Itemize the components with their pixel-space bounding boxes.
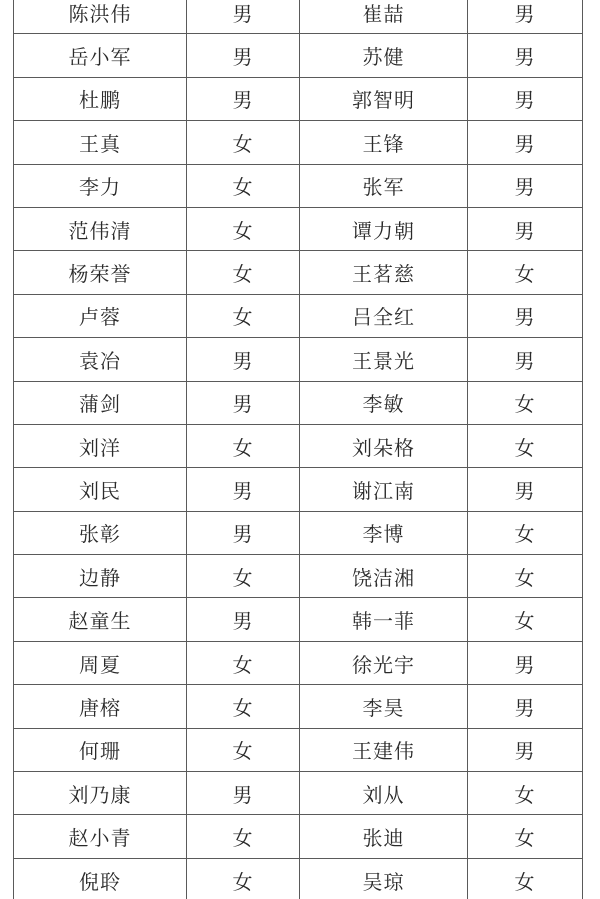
table-row (14, 207, 583, 250)
name-cell: 何珊 (14, 728, 187, 771)
gender-cell: 女 (187, 815, 300, 858)
table-row (14, 641, 583, 684)
gender-cell: 男 (468, 207, 583, 250)
gender-cell: 女 (468, 424, 583, 467)
gender-cell: 女 (187, 685, 300, 728)
gender-cell: 女 (468, 555, 583, 598)
name-cell: 卢蓉 (14, 294, 187, 337)
gender-cell: 男 (468, 685, 583, 728)
gender-cell: 女 (468, 381, 583, 424)
table-body (14, 0, 583, 899)
name-cell: 刘洋 (14, 424, 187, 467)
gender-cell: 男 (187, 468, 300, 511)
gender-cell: 男 (468, 641, 583, 684)
name-cell: 杨荣誉 (14, 251, 187, 294)
gender-cell: 男 (468, 728, 583, 771)
name-cell: 谭力朝 (300, 207, 468, 250)
gender-cell: 女 (187, 251, 300, 294)
gender-cell: 男 (187, 34, 300, 77)
table-row (14, 468, 583, 511)
name-cell: 崔喆 (300, 0, 468, 34)
name-cell: 王茗慈 (300, 251, 468, 294)
gender-cell: 女 (468, 815, 583, 858)
table-row (14, 0, 583, 34)
name-cell: 李博 (300, 511, 468, 554)
name-cell: 韩一菲 (300, 598, 468, 641)
name-cell: 谢江南 (300, 468, 468, 511)
gender-cell: 女 (468, 772, 583, 815)
name-cell: 王真 (14, 121, 187, 164)
name-cell: 王建伟 (300, 728, 468, 771)
gender-cell: 女 (468, 511, 583, 554)
gender-cell: 女 (468, 858, 583, 899)
name-cell: 李力 (14, 164, 187, 207)
name-cell: 李昊 (300, 685, 468, 728)
gender-cell: 女 (187, 207, 300, 250)
name-cell: 吴琼 (300, 858, 468, 899)
name-cell: 岳小军 (14, 34, 187, 77)
gender-cell: 男 (468, 121, 583, 164)
table-row (14, 685, 583, 728)
name-cell: 蒲剑 (14, 381, 187, 424)
table-row (14, 121, 583, 164)
name-cell: 倪聆 (14, 858, 187, 899)
name-cell: 范伟清 (14, 207, 187, 250)
name-cell: 赵小青 (14, 815, 187, 858)
name-cell: 陈洪伟 (14, 0, 187, 34)
gender-cell: 男 (187, 381, 300, 424)
gender-cell: 男 (187, 77, 300, 120)
gender-cell: 男 (468, 77, 583, 120)
table-row (14, 858, 583, 899)
table-row (14, 338, 583, 381)
name-gender-table (13, 0, 583, 899)
gender-cell: 男 (468, 468, 583, 511)
name-cell: 周夏 (14, 641, 187, 684)
gender-cell: 女 (187, 121, 300, 164)
name-cell: 边静 (14, 555, 187, 598)
gender-cell: 女 (468, 598, 583, 641)
table-row (14, 294, 583, 337)
table-row (14, 251, 583, 294)
gender-cell: 男 (468, 294, 583, 337)
name-cell: 唐榕 (14, 685, 187, 728)
table-row (14, 164, 583, 207)
gender-cell: 女 (187, 728, 300, 771)
table-row (14, 598, 583, 641)
name-cell: 饶洁湘 (300, 555, 468, 598)
name-cell: 王景光 (300, 338, 468, 381)
gender-cell: 男 (187, 598, 300, 641)
name-cell: 赵童生 (14, 598, 187, 641)
name-cell: 刘朵格 (300, 424, 468, 467)
gender-cell: 男 (187, 772, 300, 815)
gender-cell: 男 (468, 34, 583, 77)
gender-cell: 男 (468, 338, 583, 381)
gender-cell: 男 (187, 511, 300, 554)
table-row (14, 815, 583, 858)
table-row (14, 381, 583, 424)
name-cell: 刘从 (300, 772, 468, 815)
gender-cell: 女 (187, 641, 300, 684)
gender-cell: 女 (187, 555, 300, 598)
table-row (14, 77, 583, 120)
table-row (14, 728, 583, 771)
name-cell: 苏健 (300, 34, 468, 77)
name-cell: 张彰 (14, 511, 187, 554)
gender-cell: 男 (468, 164, 583, 207)
name-cell: 李敏 (300, 381, 468, 424)
table-row (14, 34, 583, 77)
gender-cell: 男 (468, 0, 583, 34)
name-cell: 袁冶 (14, 338, 187, 381)
name-cell: 刘乃康 (14, 772, 187, 815)
table-row (14, 424, 583, 467)
name-cell: 郭智明 (300, 77, 468, 120)
gender-cell: 男 (187, 0, 300, 34)
name-cell: 徐光宇 (300, 641, 468, 684)
table-row (14, 772, 583, 815)
name-cell: 张军 (300, 164, 468, 207)
name-cell: 杜鹏 (14, 77, 187, 120)
table-row (14, 511, 583, 554)
name-cell: 张迪 (300, 815, 468, 858)
gender-cell: 女 (187, 294, 300, 337)
name-cell: 王锋 (300, 121, 468, 164)
gender-cell: 女 (187, 424, 300, 467)
gender-cell: 男 (187, 338, 300, 381)
name-cell: 刘民 (14, 468, 187, 511)
name-cell: 吕全红 (300, 294, 468, 337)
gender-cell: 女 (187, 164, 300, 207)
gender-cell: 女 (468, 251, 583, 294)
gender-cell: 女 (187, 858, 300, 899)
table-row (14, 555, 583, 598)
